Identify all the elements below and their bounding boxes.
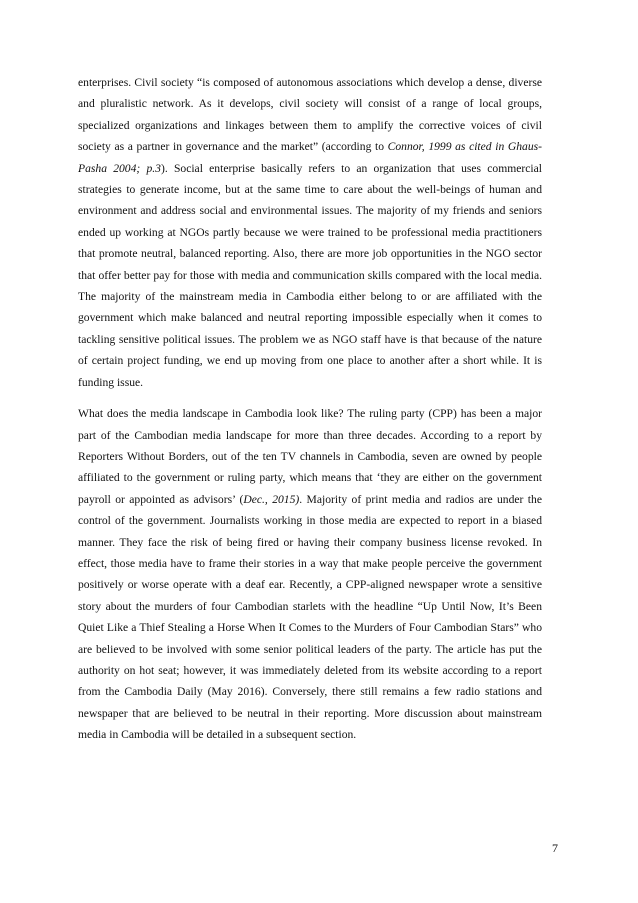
paragraph-text: enterprises. Civil society “is composed of autonomous associations which develop a dense, diverse and pluralistic network. As it develops, civil society will consist of a range of local groups, specialized organizations and linkages between them to amplify the corrective voices of civil society as a partner in governance and the market” (according to <box>78 76 542 154</box>
paragraph-text: What does the media landscape in Cambodia look like? The ruling party (CPP) has been a major part of the Cambodian media landscape for more than three decades. According to a report by Reporters Without Borders, out of the ten TV channels in Cambodia, seven are owned by people affiliated to the government or ruling party, which means that ‘they are either on the government payroll or appointed as advisors’ ( <box>78 407 542 506</box>
body-text <box>78 72 542 756</box>
citation: Dec., 2015) <box>243 492 300 506</box>
paragraph-civil-society <box>78 72 542 393</box>
citation: Connor, 1999 as cited in Ghaus-Pasha 2004; p.3 <box>78 140 543 175</box>
page-number: 7 <box>552 841 558 855</box>
paragraph-text: ). Social enterprise basically refers to an organization that uses commercial strategies to generate income, but at the same time to care about the well-beings of human and environment and address social and environmental issues. The majority of my friends and seniors ended up working at NGOs partly because we were trained to be professional media practitioners that promote neutral, balanced reporting. Also, there are more job opportunities in the NGO sector that offer better pay for those with media and communication skills compared with the local media. The majority of the mainstream media in Cambodia either belong to or are affiliated with the government which make balanced and neutral reporting impossible especially when it comes to tackling sensitive political issues. The problem we as NGO staff have is that because of the nature of certain project funding, we end up moving from one place to another after a short while. It is funding issue. <box>78 161 542 389</box>
paragraph-text: . Majority of print media and radios are under the control of the government. Journalists working in those media are expected to report in a biased manner. They face the risk of being fired or having their company business license revoked. In effect, those media have to frame their stories in a way that make people perceive the government positively or worse operate with a deaf ear. Recently, a CPP-aligned newspaper wrote a sensitive story about the murders of four Cambodian starlets with the headline “Up Until Now, It’s Been Quiet Like a Thief Stealing a Horse When It Comes to the Murders of Four Cambodian Stars” who are believed to be involved with some senior political leaders of the party. The article has put the authority on hot seat; however, it was immediately deleted from its website according to a report from the Cambodia Daily (May 2016). Conversely, there still remains a few radio stations and newspaper that are believed to be neutral in their reporting. More discussion about mainstream media in Cambodia will be detailed in a subsequent section. <box>78 492 542 742</box>
paragraph-media-landscape <box>78 403 542 746</box>
